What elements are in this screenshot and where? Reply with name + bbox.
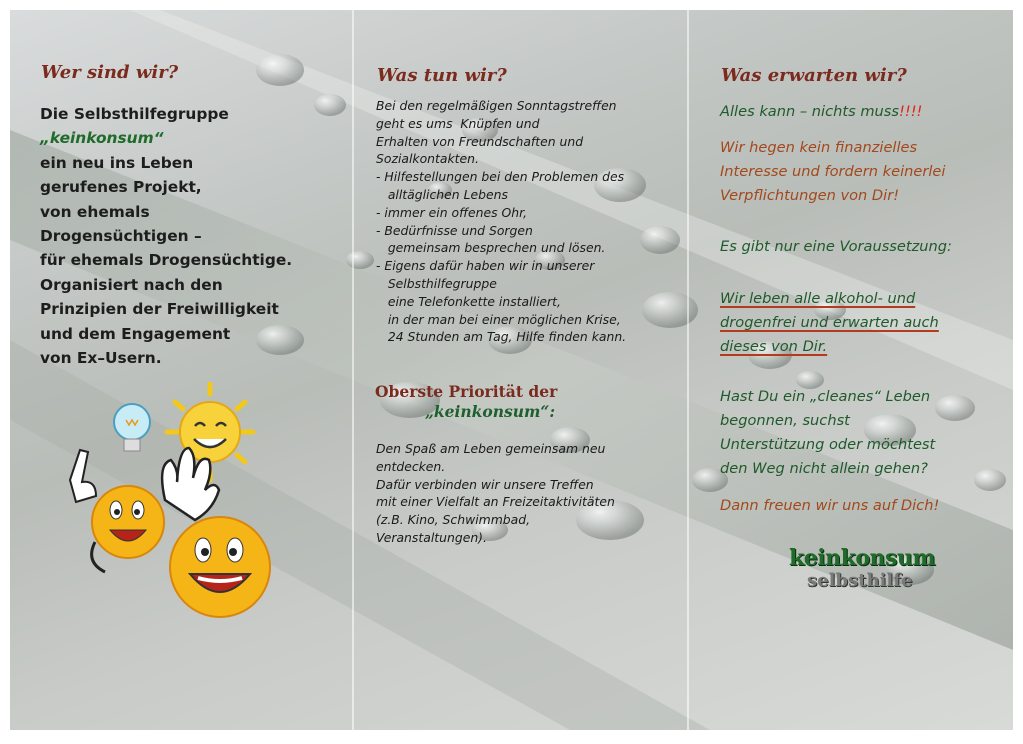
priority-label: Oberste Priorität der [375, 382, 558, 401]
text-line: Hast Du ein „cleanes“ Leben [720, 388, 931, 405]
panel-title: Was erwarten wir? [721, 65, 907, 86]
logo-subline: selbsthilfe [807, 570, 913, 591]
pointing-smiley-icon [70, 450, 164, 572]
requirement-text [720, 287, 939, 359]
text-line: dieses von Dir. [720, 338, 828, 355]
text-line: von Ex–Usern. [40, 349, 162, 368]
logo-wordmark: keinkonsum [789, 545, 936, 571]
text-line: Organisiert nach den [40, 275, 223, 294]
expectation-text: Alles kann – nichts muss [720, 103, 899, 120]
text-line: Wir hegen kein finanzielles [720, 139, 918, 156]
text-line: für ehemals Drogensüchtige. [40, 251, 293, 270]
text-line: Verpflichtungen von Dir! [720, 187, 900, 204]
priority-heading [375, 382, 557, 422]
text-line: von ehemals [40, 202, 150, 221]
panel-what-we-expect [690, 10, 1013, 730]
brochure-sheet [10, 10, 1013, 730]
requirement-intro: Es gibt nur eine Voraussetzung: [720, 238, 952, 255]
activities-text: Bei den regelmäßigen Sonntagstreffen geht es ums Knüpfen und Erhalten von Freundschaften und Sozialkontakten. - Hilfestellungen bei den Problemen des alltäglichen Lebens - immer ein offenes Ohr, - Bedürfnisse und Sorgen gemeinsam besprechen und lösen. - Eigens dafür haben wir in unserer Selbsthilfegruppe eine Telefonkette installiert, in der man bei einer möglichen Krise, 24 Stunden am Tag, Hilfe finden kann. [376, 98, 627, 345]
panel-who-we-are [10, 10, 350, 730]
smiley-illustration [40, 382, 310, 632]
text-line: begonnen, suchst [720, 412, 850, 429]
panel-title: Was tun wir? [377, 65, 507, 86]
waving-smiley-icon [162, 448, 270, 617]
invitation-text [720, 385, 935, 481]
panel-title: Wer sind wir? [41, 62, 179, 83]
text-line: den Weg nicht allein gehen? [720, 460, 928, 477]
text-line: Interesse und fordern keinerlei [720, 163, 946, 180]
text-line: ein neu ins Leben [40, 153, 194, 172]
priority-text: Den Spaß am Leben gemeinsam neu entdecken. Dafür verbinden wir unsere Treffen mit einer Vielfalt an Freizeitaktivitäten (z.B. Kino, Schwimmbad, Veranstaltungen). [376, 441, 615, 545]
closing-line: Dann freuen wir uns auf Dich! [720, 497, 940, 514]
expectation-line [720, 100, 922, 124]
text-line: Drogensüchtigen – [40, 227, 202, 246]
text-line: und dem Engagement [40, 324, 231, 343]
light-bulb-icon [114, 404, 150, 451]
text-line: gerufenes Projekt, [40, 178, 202, 197]
text-line: Prinzipien der Freiwilligkeit [40, 300, 279, 319]
keinkonsum-logo [781, 545, 936, 603]
group-name: „keinkonsum“: [425, 402, 556, 421]
intro-text [40, 102, 292, 370]
text-line: Die Selbsthilfegruppe [40, 105, 229, 123]
text-line: Wir leben alle alkohol- und [720, 290, 916, 307]
group-name: „keinkonsum“ [40, 129, 164, 148]
text-line: Unterstützung oder möchtest [720, 436, 936, 453]
fold-line [352, 10, 354, 730]
fold-line [687, 10, 689, 730]
panel-what-we-do [355, 10, 685, 730]
no-obligations-text [720, 136, 945, 208]
exclamation-marks: !!!! [899, 103, 923, 120]
text-line: drogenfrei und erwarten auch [720, 314, 939, 331]
